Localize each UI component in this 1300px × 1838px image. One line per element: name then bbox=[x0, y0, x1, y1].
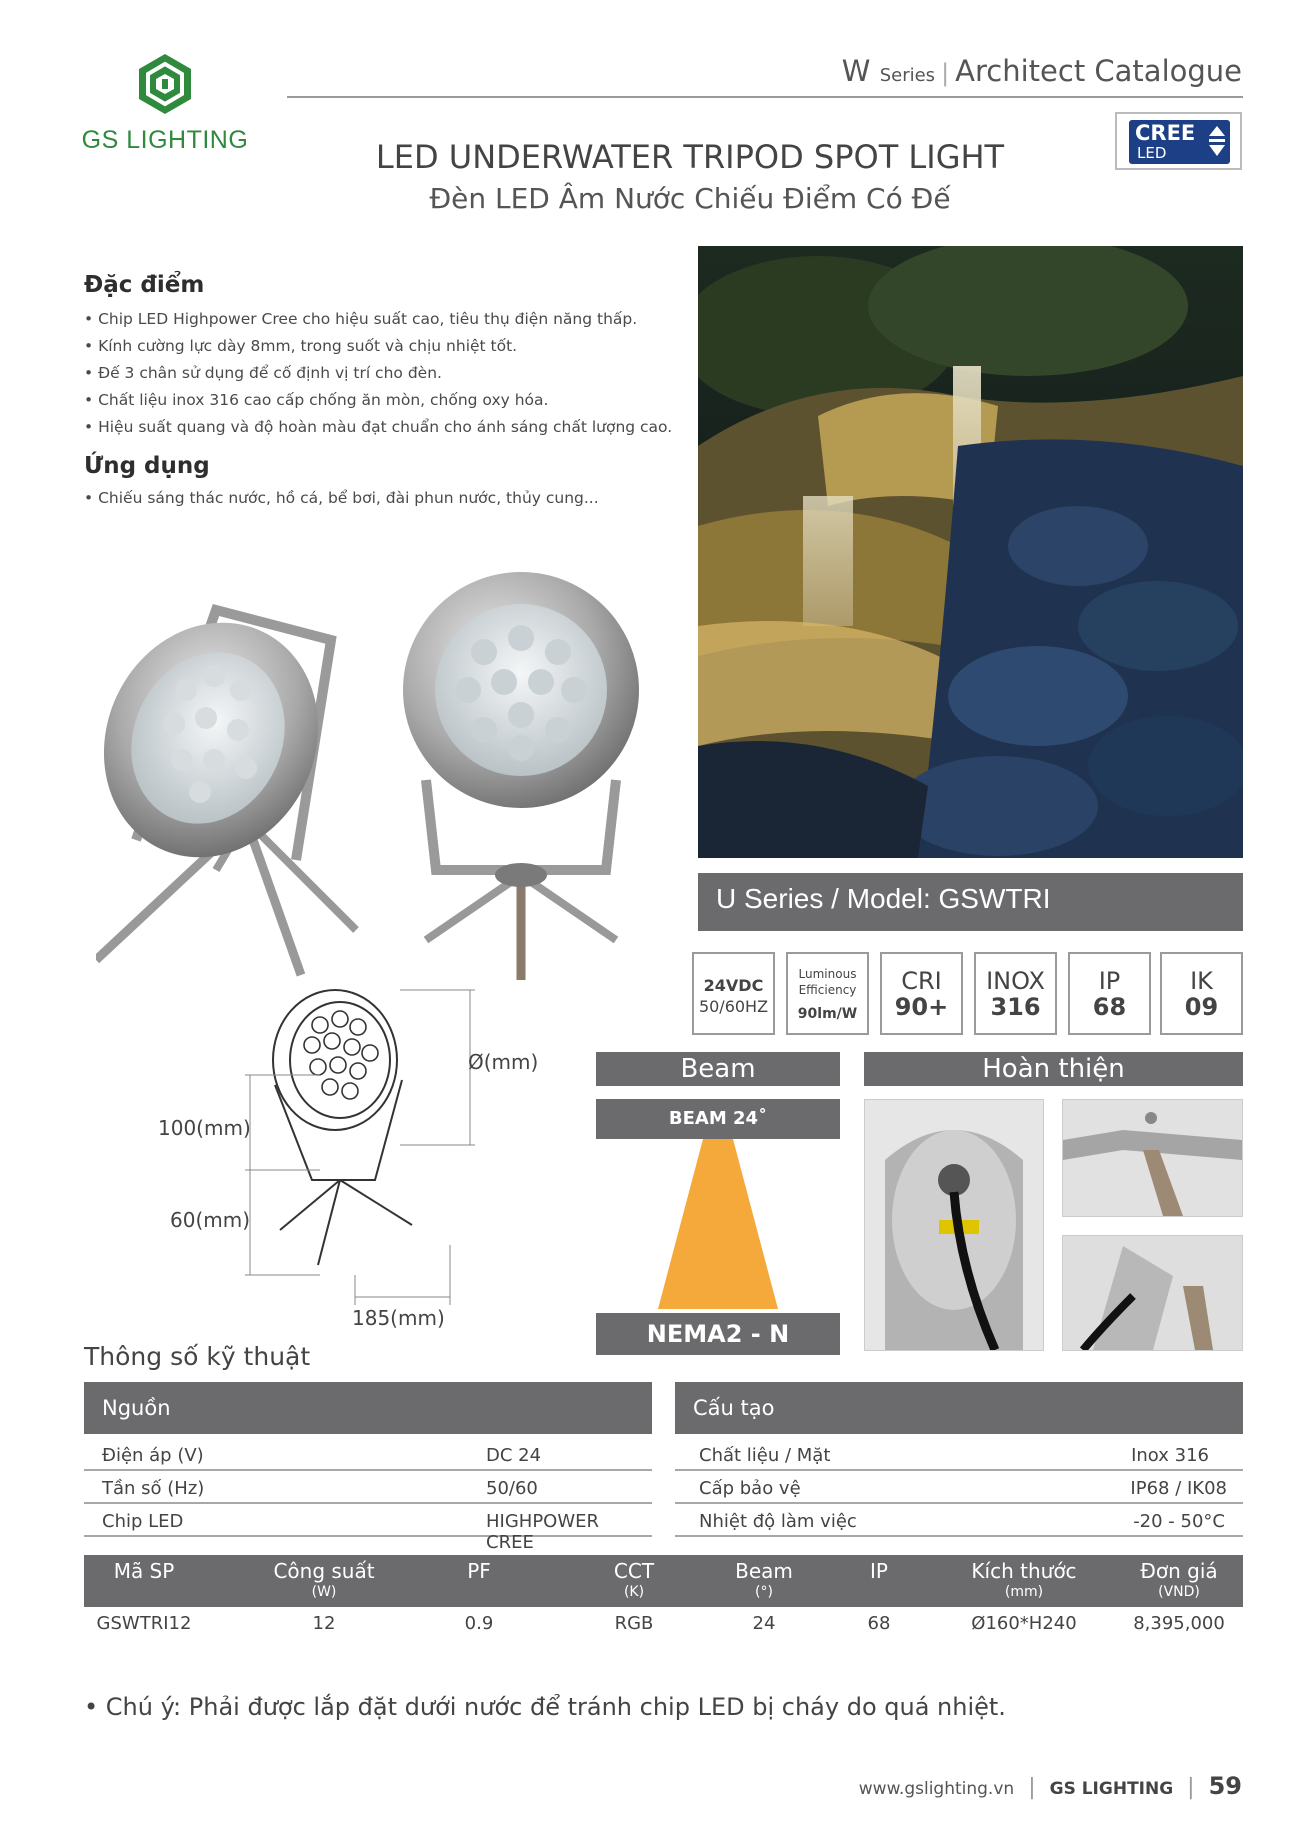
row-key: Chip LED bbox=[102, 1511, 184, 1532]
column-header: Mã SP bbox=[113, 1559, 175, 1583]
row-value: DC 24 bbox=[486, 1445, 542, 1466]
gs-logo-icon bbox=[133, 52, 197, 116]
cell-ip: 68 bbox=[867, 1613, 891, 1634]
waterfall-illustration bbox=[698, 246, 1243, 858]
feature-item: • Hiệu suất quang và độ hoàn màu đạt chuẩn cho ánh sáng chất lượng cao. bbox=[84, 414, 684, 441]
features-list bbox=[84, 306, 684, 441]
row-key: Nhiệt độ làm việc bbox=[699, 1511, 857, 1532]
beam-angle-label: BEAM 24˚ bbox=[596, 1099, 840, 1139]
row-value: 50/60 bbox=[486, 1478, 538, 1499]
column-header: Kích thước (mm) bbox=[971, 1559, 1077, 1600]
application-heading: Ứng dụng bbox=[84, 453, 210, 479]
application-item: • Chiếu sáng thác nước, hồ cá, bể bơi, đài phun nước, thủy cung... bbox=[84, 485, 684, 512]
series-header: W Series | Architect Catalogue bbox=[841, 54, 1242, 88]
series-word: Series bbox=[879, 65, 936, 86]
finish-leg-illustration bbox=[1063, 1100, 1242, 1216]
nema-label: NEMA2 - N bbox=[596, 1313, 840, 1355]
finish-heading: Hoàn thiện bbox=[864, 1052, 1243, 1086]
row-value: -20 - 50°C bbox=[1133, 1511, 1225, 1532]
waterfall-photo bbox=[698, 246, 1243, 858]
row-key: Tần số (Hz) bbox=[102, 1478, 205, 1499]
cell-beam: 24 bbox=[752, 1613, 776, 1634]
cree-badge-bottom: LED bbox=[1137, 144, 1167, 162]
finish-photo-leg bbox=[1062, 1099, 1243, 1217]
table-row bbox=[675, 1504, 1243, 1537]
column-header: Công suất (W) bbox=[273, 1559, 375, 1600]
brand-logo bbox=[80, 52, 250, 155]
lamp-photo-angled bbox=[96, 587, 356, 975]
cree-badge-top: CREE bbox=[1135, 121, 1196, 145]
table-row bbox=[675, 1471, 1243, 1504]
feature-item: • Chip LED Highpower Cree cho hiệu suất cao, tiêu thụ điện năng thấp. bbox=[84, 306, 684, 333]
spec-box-inox bbox=[974, 952, 1057, 1035]
series-letter: W bbox=[841, 54, 871, 88]
spec-box-ip bbox=[1068, 952, 1151, 1035]
spec-box-bottom: 90+ bbox=[894, 993, 949, 1021]
cell-price: 8,395,000 bbox=[1133, 1613, 1225, 1634]
catalogue-title: Architect Catalogue bbox=[955, 54, 1242, 88]
application-list bbox=[84, 485, 684, 512]
cell-pf: 0.9 bbox=[464, 1613, 494, 1634]
tech-heading: Thông số kỹ thuật bbox=[84, 1342, 311, 1371]
dim-height2-label: 60(mm) bbox=[170, 1208, 251, 1232]
feature-item: • Chất liệu inox 316 cao cấp chống ăn mòn, chống oxy hóa. bbox=[84, 387, 684, 414]
features-section bbox=[84, 272, 684, 512]
header-divider bbox=[287, 96, 1243, 98]
row-key: Chất liệu / Mặt bbox=[699, 1445, 831, 1466]
table-row bbox=[675, 1438, 1243, 1471]
footer-website[interactable]: www.gslighting.vn bbox=[858, 1779, 1015, 1799]
spec-box-top: INOX bbox=[986, 967, 1045, 995]
logo-text: GS LIGHTING bbox=[81, 126, 249, 154]
column-header: Đơn giá (VND) bbox=[1140, 1559, 1218, 1600]
feature-item: • Đế 3 chân sử dụng để cố định vị trí cho đèn. bbox=[84, 360, 684, 387]
source-table-title: Nguồn bbox=[84, 1382, 652, 1434]
row-value: IP68 / IK08 bbox=[1130, 1478, 1227, 1499]
structure-table-title: Cấu tạo bbox=[675, 1382, 1243, 1434]
finish-side-illustration bbox=[1063, 1236, 1242, 1350]
structure-table bbox=[675, 1382, 1243, 1537]
finish-rear-illustration bbox=[865, 1100, 1043, 1350]
cell-power: 12 bbox=[312, 1613, 336, 1634]
spec-box-bottom: 50/60HZ bbox=[698, 997, 769, 1016]
spec-box-cri bbox=[880, 952, 963, 1035]
spec-box-voltage bbox=[692, 952, 775, 1035]
installation-note: • Chú ý: Phải được lắp đặt dưới nước để tránh chip LED bị cháy do quá nhiệt. bbox=[84, 1693, 1006, 1721]
spec-box-bottom: 90lm/W bbox=[797, 1006, 858, 1022]
column-header: CCT (K) bbox=[613, 1559, 655, 1600]
row-key: Điện áp (V) bbox=[102, 1445, 204, 1466]
column-header: PF bbox=[467, 1559, 491, 1583]
features-heading: Đặc điểm bbox=[84, 272, 205, 298]
footer-brand: GS LIGHTING bbox=[1049, 1779, 1174, 1799]
row-value: Inox 316 bbox=[1131, 1445, 1209, 1466]
cell-cct: RGB bbox=[614, 1613, 654, 1634]
lamp-photo-front bbox=[403, 572, 639, 980]
cell-size: Ø160*H240 bbox=[971, 1613, 1077, 1634]
dim-diameter-label: Ø(mm) bbox=[468, 1050, 539, 1074]
spec-box-ik bbox=[1160, 952, 1243, 1035]
cell-code: GSWTRI12 bbox=[96, 1613, 192, 1634]
spec-box-bottom: 09 bbox=[1184, 993, 1219, 1021]
dim-width-label: 185(mm) bbox=[352, 1306, 445, 1330]
spec-box-efficiency bbox=[786, 952, 869, 1035]
product-photos bbox=[96, 540, 656, 1000]
table-row bbox=[84, 1438, 652, 1471]
spec-box-bottom: 68 bbox=[1092, 993, 1127, 1021]
spec-box-bottom: 316 bbox=[990, 993, 1041, 1021]
beam-panel bbox=[596, 1099, 840, 1351]
spec-box-top: 24VDC bbox=[703, 976, 764, 995]
dimension-drawing bbox=[150, 985, 550, 1330]
product-title-vi: Đèn LED Âm Nước Chiếu Điểm Có Đế bbox=[429, 182, 951, 215]
table-row bbox=[84, 1471, 652, 1504]
column-header: IP bbox=[870, 1559, 888, 1583]
spec-box-mid: Efficiency bbox=[798, 983, 857, 997]
spec-box-top: IP bbox=[1098, 967, 1121, 995]
product-title-en: LED UNDERWATER TRIPOD SPOT LIGHT bbox=[375, 138, 1005, 176]
finish-photo-side bbox=[1062, 1235, 1243, 1351]
spec-box-top: Luminous bbox=[798, 967, 857, 981]
row-key: Cấp bảo vệ bbox=[699, 1478, 801, 1499]
table-row bbox=[84, 1504, 652, 1553]
spec-box-top: IK bbox=[1190, 967, 1213, 995]
source-table bbox=[84, 1382, 652, 1553]
beam-heading: Beam bbox=[596, 1052, 840, 1086]
cree-arrow-icon bbox=[1207, 124, 1227, 160]
feature-item: • Kính cường lực dày 8mm, trong suốt và chịu nhiệt tốt. bbox=[84, 333, 684, 360]
beam-cone-icon bbox=[596, 1139, 840, 1309]
finish-photo-rear bbox=[864, 1099, 1044, 1351]
dim-height1-label: 100(mm) bbox=[158, 1116, 251, 1140]
page-number: 59 bbox=[1208, 1772, 1242, 1800]
row-value: HIGHPOWER CREE bbox=[486, 1511, 600, 1553]
spec-box-top: CRI bbox=[901, 967, 942, 995]
model-bar: U Series / Model: GSWTRI bbox=[698, 873, 1243, 931]
footer: www.gslighting.vn | GS LIGHTING | 59 bbox=[858, 1772, 1242, 1800]
column-header: Beam (°) bbox=[735, 1559, 793, 1600]
product-table-header bbox=[84, 1555, 1243, 1607]
cree-led-badge bbox=[1115, 112, 1242, 170]
